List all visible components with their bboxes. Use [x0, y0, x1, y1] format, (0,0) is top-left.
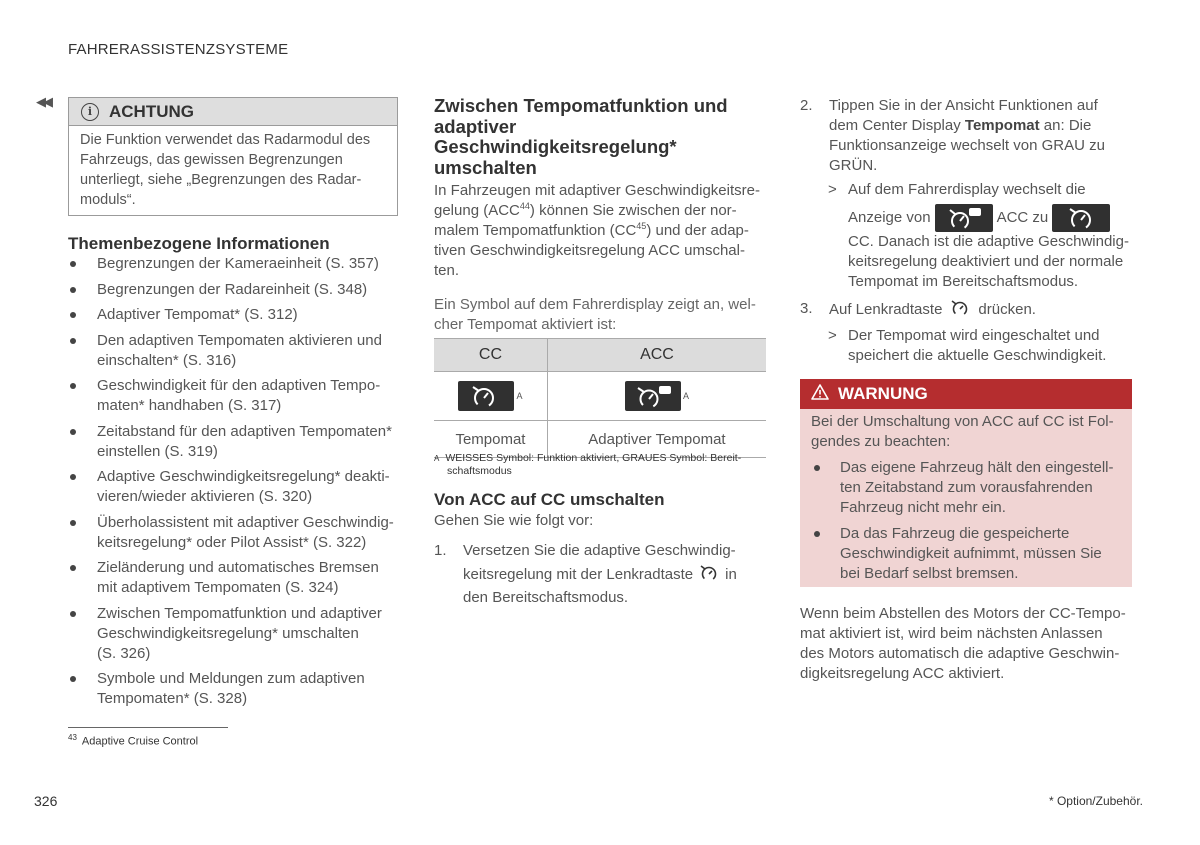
result-line: Auf dem Fahrerdisplay wechselt die: [848, 181, 1086, 198]
list-item-line: Den adaptiven Tempomaten aktivieren und: [97, 331, 382, 349]
achtung-box: [68, 97, 398, 216]
warnung-item-line: Geschwindigkeit aufnimmt, müssen Sie: [840, 545, 1102, 562]
intro-text: gelung (ACC: [434, 202, 520, 219]
related-heading: Themenbezogene Informationen: [68, 234, 330, 253]
title-line: umschalten: [434, 156, 537, 178]
achtung-title: ACHTUNG: [109, 101, 194, 121]
symbol-line: Ein Symbol auf dem Fahrerdisplay zeigt an, wel-: [434, 296, 756, 313]
list-item[interactable]: [68, 254, 403, 274]
table-footnote-ref: A: [682, 391, 689, 401]
list-item-line: Symbole und Meldungen zum adaptiven: [97, 670, 365, 687]
list-item[interactable]: [68, 467, 403, 507]
warnung-item: [811, 458, 1120, 518]
warnung-item: [811, 524, 1120, 584]
closing-line: des Motors automatisch die adaptive Geschwin-: [800, 645, 1120, 662]
result-text: ACC zu: [996, 208, 1049, 226]
warnung-item-line: bei Bedarf selbst bremsen.: [840, 565, 1019, 582]
warnung-item-line: Das eigene Fahrzeug hält den eingestell-: [840, 459, 1114, 476]
achtung-line: Fahrzeugs, das gewissen Begrenzungen: [80, 152, 343, 168]
list-item-line: Zeitabstand für den adaptiven Tempomaten*: [97, 422, 392, 440]
table-cell-symbol: [434, 372, 547, 421]
step-text: in: [725, 566, 737, 583]
table-footnote-ref: A: [516, 391, 523, 401]
steering-wheel-button-icon: [697, 564, 721, 588]
closing-line: Wenn beim Abstellen des Motors der CC-Tempo-: [800, 605, 1126, 622]
list-item[interactable]: [68, 331, 403, 371]
list-item-line: Überholassistent mit adaptiver Geschwindig-: [97, 513, 394, 531]
list-item-line: Adaptiver Tempomat* (S. 312): [97, 306, 298, 323]
step-text: keitsregelung mit der Lenkradtaste: [463, 566, 694, 583]
related-list: [68, 254, 403, 715]
page-title: [434, 96, 754, 178]
list-item[interactable]: [68, 513, 403, 553]
achtung-header: [69, 98, 397, 126]
steering-wheel-button-icon: [950, 299, 970, 323]
step-line: GRÜN.: [829, 157, 878, 174]
step-line: den Bereitschaftsmodus.: [463, 589, 629, 606]
list-item-line: Adaptive Geschwindigkeitsregelung* deakti-: [97, 468, 390, 485]
table-header-acc: ACC: [547, 339, 766, 372]
achtung-text: [69, 126, 397, 210]
title-line: Geschwindigkeitsregelung*: [434, 136, 677, 157]
closing-line: digkeitsregelung ACC aktiviert.: [800, 665, 1005, 682]
list-item-line: maten* handhaben (S. 317): [97, 397, 282, 414]
list-item-line: (S. 326): [97, 644, 151, 662]
table-header-row: [434, 339, 766, 372]
info-icon: i: [81, 103, 99, 121]
table-note-marker: A: [434, 454, 440, 463]
warnung-line: gendes zu beachten:: [811, 433, 951, 450]
result-text: Anzeige von: [848, 208, 931, 226]
result-line: Tempomat im Bereitschaftsmodus.: [848, 273, 1079, 290]
list-item-line: einstellen (S. 319): [97, 442, 218, 460]
step-number: 3.: [800, 300, 813, 317]
list-item-line: Zieländerung und automatisches Bremsen: [97, 559, 379, 576]
step-line: Versetzen Sie die adaptive Geschwindig-: [463, 542, 736, 559]
intro-line: [434, 201, 769, 221]
intro-text: ) und der adap-: [646, 222, 749, 239]
step-text: drücken.: [978, 301, 1036, 318]
symbol-line: cher Tempomat aktiviert ist:: [434, 316, 617, 333]
result-line: [848, 204, 1135, 232]
step-text: dem Center Display: [829, 117, 961, 134]
table-note: [434, 452, 764, 477]
table-row: [434, 372, 766, 421]
list-item[interactable]: [68, 376, 403, 416]
warnung-item-line: Fahrzeug nicht mehr ein.: [840, 499, 1006, 516]
list-item-line: keitsregelung* oder Pilot Assist* (S. 322): [97, 533, 367, 551]
table-cell-symbol: [547, 372, 766, 421]
table-note-line: schaftsmodus: [447, 465, 512, 477]
list-item-line: Geschwindigkeit für den adaptiven Tempo-: [97, 377, 381, 394]
list-item[interactable]: [68, 604, 403, 664]
result-line: CC. Danach ist die adaptive Geschwindig-: [848, 233, 1129, 250]
option-note: * Option/Zubehör.: [1048, 794, 1143, 808]
list-item-line: Zwischen Tempomatfunktion und adaptiver: [97, 604, 382, 622]
section-title: FAHRERASSISTENZSYSTEME: [68, 41, 289, 58]
footnote-text: Adaptive Cruise Control: [81, 735, 199, 748]
intro-text: malem Tempomatfunktion (CC: [434, 222, 637, 239]
list-item[interactable]: [68, 280, 403, 300]
footnote-ref[interactable]: 44: [519, 201, 530, 211]
intro-line: In Fahrzeugen mit adaptiver Geschwindigkeitsre-: [434, 182, 760, 199]
result-line: Der Tempomat wird eingeschaltet und: [848, 327, 1100, 344]
achtung-line: unterliegt, siehe „Begrenzungen des Radar-: [80, 172, 362, 188]
step-text: Auf Lenkradtaste: [829, 301, 943, 318]
step-3: [800, 299, 1135, 366]
warnung-box: [800, 379, 1132, 587]
warnung-line: Bei der Umschaltung von ACC auf CC ist Fol-: [811, 413, 1114, 430]
title-line: adaptiver: [434, 115, 517, 137]
footnote-ref[interactable]: 45: [636, 221, 647, 231]
symbol-table: [434, 338, 766, 458]
achtung-line: moduls“.: [80, 192, 136, 208]
acc-display-icon: [935, 204, 993, 232]
tempomat-button-label: Tempomat: [964, 117, 1040, 134]
intro-paragraph: [434, 181, 769, 281]
warnung-item-line: Da das Fahrzeug die gespeicherte: [840, 525, 1070, 542]
warnung-header: [800, 379, 1132, 409]
list-item-line: mit adaptivem Tempomaten (S. 324): [97, 579, 339, 596]
step-2-result: [828, 180, 1135, 292]
back-arrows-icon[interactable]: ◀◀: [36, 94, 50, 109]
subheading: Von ACC auf CC umschalten: [434, 490, 665, 509]
list-item[interactable]: [68, 305, 403, 325]
footnote-number: 43: [68, 733, 77, 742]
step-line: Funktionsanzeige wechselt von GRAU zu: [829, 137, 1105, 154]
page-number: 326: [34, 793, 58, 809]
step-1: [434, 541, 764, 608]
intro-line: tiven Geschwindigkeitsregelung ACC umschal-: [434, 242, 745, 259]
step-number: 2.: [800, 97, 813, 114]
list-item[interactable]: [68, 422, 403, 462]
footnote-divider: [68, 727, 228, 728]
table-cell-label: Tempomat: [434, 421, 547, 458]
step-line: [829, 299, 1135, 323]
list-item[interactable]: [68, 669, 403, 709]
step-text: an: Die: [1043, 117, 1092, 134]
list-item-line: einschalten* (S. 316): [97, 351, 237, 369]
warnung-list: [811, 458, 1120, 584]
step-number: 1.: [434, 542, 447, 559]
table-note-text: WEISSES Symbol: Funktion aktiviert, GRAUES Symbol: Bereit-: [445, 452, 742, 464]
list-item-line: vieren/wieder aktivieren (S. 320): [97, 488, 313, 505]
result-marker: >: [828, 327, 837, 344]
closing-line: mat aktiviert ist, wird beim nächsten Anlassen: [800, 625, 1103, 642]
result-line: speichert die aktuelle Geschwindigkeit.: [848, 347, 1107, 364]
step-3-result: [828, 326, 1135, 366]
list-item-line: Geschwindigkeitsregelung* umschalten: [97, 624, 359, 642]
step-2: [800, 96, 1135, 292]
result-line: keitsregelung deaktiviert und der normale: [848, 253, 1124, 270]
cruise-control-icon: [458, 381, 514, 411]
closing-paragraph: [800, 604, 1135, 684]
cc-display-icon: [1052, 204, 1110, 232]
list-item-line: Tempomaten* (S. 328): [97, 690, 248, 707]
intro-line: ten.: [434, 262, 460, 279]
warnung-title: WARNUNG: [838, 384, 928, 403]
step-line: [829, 116, 1135, 136]
footnote: [68, 733, 198, 748]
list-item-line: Begrenzungen der Kameraeinheit (S. 357): [97, 255, 379, 272]
warnung-text: [800, 409, 1132, 584]
intro-line: [434, 221, 769, 241]
result-marker: >: [828, 181, 837, 198]
step-line: Tippen Sie in der Ansicht Funktionen auf: [829, 97, 1098, 114]
list-item[interactable]: [68, 558, 403, 598]
table-header-cc: CC: [434, 339, 547, 372]
table-note-line: [434, 452, 764, 465]
warning-triangle-icon: [811, 384, 829, 405]
intro-text: ) können Sie zwischen der nor-: [529, 202, 737, 219]
title-line: Zwischen Tempomatfunktion und: [434, 95, 728, 116]
table-cell-label: Adaptiver Tempomat: [547, 421, 766, 458]
adaptive-cruise-control-icon: [625, 381, 681, 411]
warnung-item-line: ten Zeitabstand zum vorausfahrenden: [840, 479, 1093, 496]
step-line: [463, 564, 764, 588]
symbol-paragraph: [434, 295, 769, 335]
sub-intro: Gehen Sie wie folgt vor:: [434, 512, 594, 529]
list-item-line: Begrenzungen der Radareinheit (S. 348): [97, 280, 368, 298]
achtung-line: Die Funktion verwendet das Radarmodul des: [80, 132, 371, 148]
